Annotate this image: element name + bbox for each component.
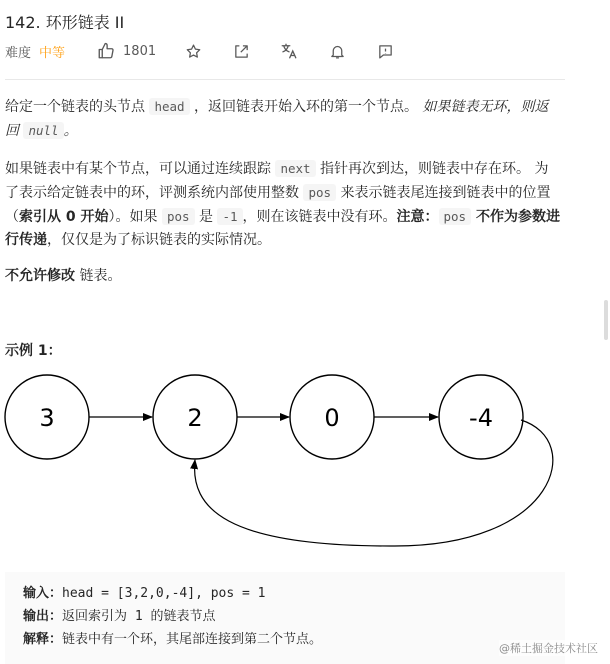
italic-text: 如果链表无环，则返回 [5, 99, 549, 139]
text-span: ）。如果 [108, 209, 162, 225]
inline-code: head [149, 98, 189, 115]
description-paragraph-2 [5, 157, 560, 252]
bold-text: 不允许修改 [5, 268, 75, 284]
inline-code: pos [303, 184, 336, 201]
scrollbar-thumb[interactable] [604, 300, 608, 340]
description-paragraph-3 [5, 265, 560, 288]
like-count: 1801 [123, 43, 157, 59]
star-icon[interactable] [182, 40, 204, 62]
example-output-line [23, 605, 547, 628]
bold-text: 索引从 0 开始 [19, 209, 109, 225]
example-explain-line [23, 628, 547, 651]
node-label: 3 [39, 404, 55, 432]
description-paragraph-1 [5, 95, 560, 143]
text-span: ，则在该链表中没有环。 [242, 209, 397, 225]
example-input-line [23, 582, 547, 605]
problem-title: 142. 环形链表 II [5, 13, 125, 32]
feedback-icon[interactable] [374, 40, 396, 62]
italic-text: 。 [63, 123, 78, 139]
output-value: 返回索引为 1 的链表节点 [62, 609, 216, 624]
explain-value: 链表中有一个环，其尾部连接到第二个节点。 [62, 632, 323, 647]
text-span: 来表示链表尾连接到链表中的位置（ [5, 185, 551, 225]
translate-icon[interactable] [278, 40, 300, 62]
thumbs-up-icon[interactable] [95, 40, 117, 62]
explain-label: 解释： [23, 632, 63, 647]
text-span: ，仅仅是为了标识链表的实际情况。 [47, 232, 271, 248]
linked-list-diagram [0, 368, 565, 558]
bell-icon[interactable] [326, 40, 348, 62]
inline-code: -1 [217, 208, 242, 225]
inline-code: next [275, 160, 315, 177]
text-span: 指针再次到达，则链表中存在环。 为了表示给定链表中的环，评测系统内部使用整数 [5, 161, 549, 201]
input-label: 输入： [23, 586, 63, 601]
difficulty-label: 难度 [5, 45, 32, 61]
share-icon[interactable] [230, 40, 252, 62]
text-span: 给定一个链表的头节点 [5, 99, 150, 115]
bold-text: 注意： [396, 209, 439, 225]
difficulty-badge: 中等 [39, 45, 66, 61]
inline-code: pos [162, 208, 195, 225]
watermark: @稀土掘金技术社区 [499, 642, 598, 655]
scrollbar[interactable] [602, 0, 610, 664]
example-title: 示例 1： [5, 343, 62, 359]
input-value: head = [3,2,0,-4], pos = 1 [62, 586, 266, 601]
inline-code: pos [439, 208, 472, 225]
example-io-block [5, 572, 565, 664]
inline-code: null [23, 122, 63, 139]
output-label: 输出： [23, 609, 63, 624]
text-span: 是 [194, 209, 218, 225]
text-span: 如果链表中有某个节点，可以通过连续跟踪 [5, 161, 276, 177]
text-span: ，返回链表开始入环的第一个节点。 [189, 99, 423, 115]
bold-text: 不作为参数进行传递 [5, 209, 560, 248]
problem-meta-bar [5, 40, 396, 62]
node-label: 2 [187, 404, 203, 432]
text-span: 链表。 [75, 268, 122, 284]
node-label: -4 [469, 404, 493, 432]
header-divider [5, 79, 565, 80]
node-label: 0 [324, 404, 340, 432]
